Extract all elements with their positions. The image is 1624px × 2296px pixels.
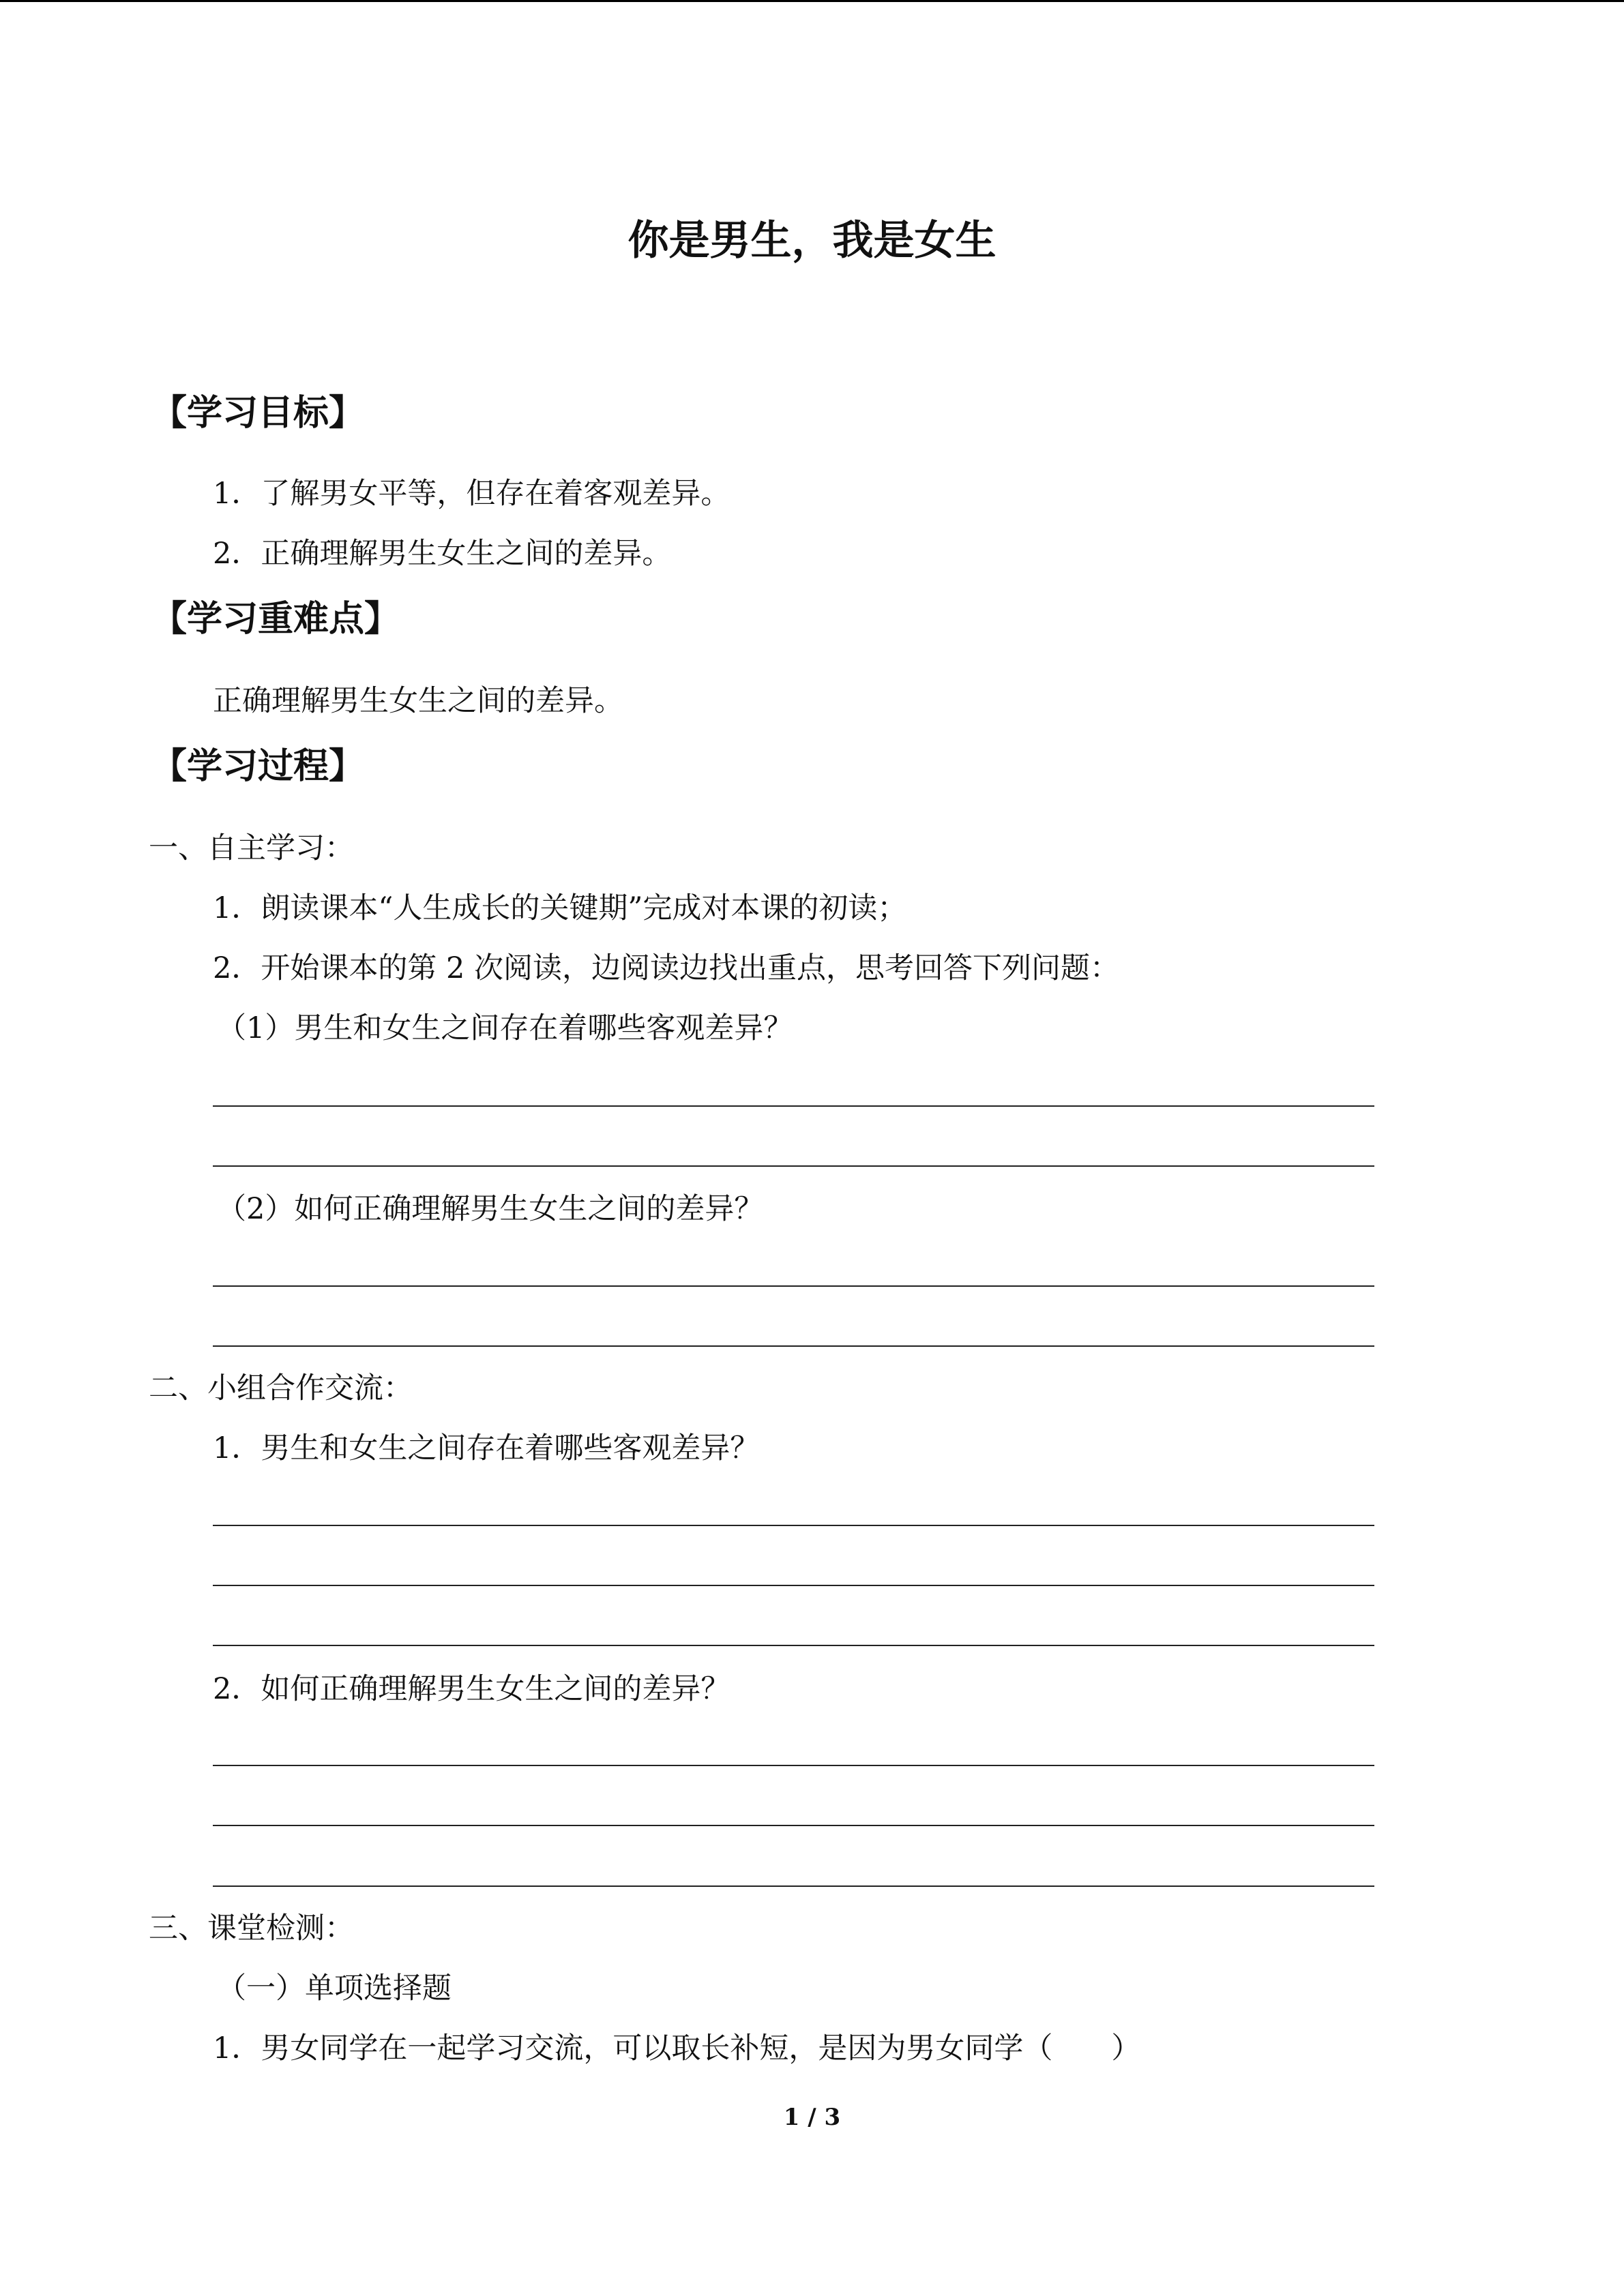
- page-title: 你是男生，我是女生: [628, 217, 996, 265]
- answer-line[interactable]: [213, 1525, 1374, 1526]
- answer-line[interactable]: [213, 1105, 1374, 1107]
- heading-learning-process: 【学习过程】: [151, 746, 365, 787]
- self-study-title: 一、自主学习：: [149, 831, 354, 865]
- self-study-item-1: 1．朗读课本“人生成长的关键期”完成对本课的初读；: [213, 891, 907, 925]
- heading-learning-objectives: 【学习目标】: [151, 393, 365, 434]
- answer-line[interactable]: [213, 1165, 1374, 1167]
- class-test-subtitle: （一）单项选择题: [217, 1971, 452, 2006]
- answer-line[interactable]: [213, 1585, 1374, 1586]
- self-study-question-1: （1）男生和女生之间存在着哪些客观差异？: [217, 1011, 793, 1045]
- objective-item-2: 2．正确理解男生女生之间的差异。: [213, 537, 672, 571]
- class-test-title: 三、课堂检测：: [149, 1911, 354, 1945]
- group-work-title: 二、小组合作交流：: [149, 1371, 413, 1405]
- group-work-question-2: 2．如何正确理解男生女生之间的差异？: [213, 1672, 730, 1706]
- answer-line[interactable]: [213, 1885, 1374, 1887]
- class-test-question-1: 1．男女同学在一起学习交流，可以取长补短，是因为男女同学（ ）: [213, 2031, 1141, 2066]
- objective-item-1: 1．了解男女平等，但存在着客观差异。: [213, 477, 730, 511]
- answer-line[interactable]: [213, 1765, 1374, 1766]
- self-study-item-2: 2．开始课本的第 2 次阅读，边阅读边找出重点，思考回答下列问题：: [213, 951, 1120, 985]
- answer-line[interactable]: [213, 1285, 1374, 1287]
- answer-line[interactable]: [213, 1345, 1374, 1347]
- self-study-question-2: （2）如何正确理解男生女生之间的差异？: [217, 1192, 764, 1226]
- answer-line[interactable]: [213, 1825, 1374, 1826]
- page-number: 1 / 3: [783, 2104, 841, 2131]
- answer-line[interactable]: [213, 1645, 1374, 1646]
- group-work-question-1: 1．男生和女生之间存在着哪些客观差异？: [213, 1431, 760, 1465]
- key-points-text: 正确理解男生女生之间的差异。: [213, 684, 623, 718]
- heading-key-points: 【学习重难点】: [151, 599, 400, 640]
